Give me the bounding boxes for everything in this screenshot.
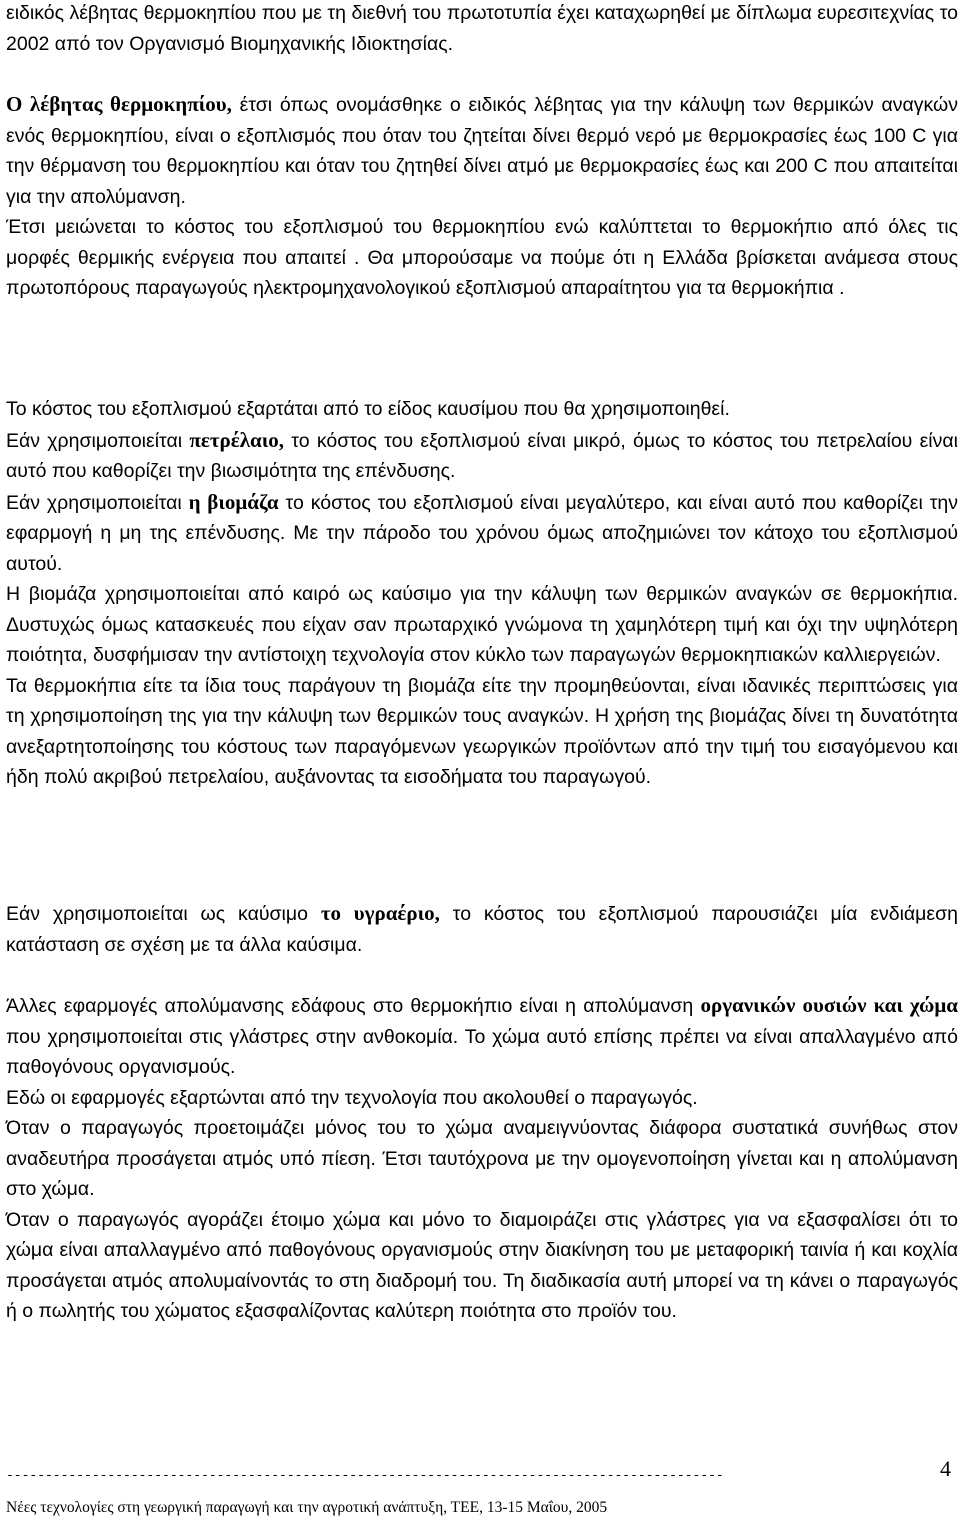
paragraph: Η βιομάζα χρησιμοποιείται από καιρό ως καύσιμο για την κάλυψη των θερμικών αναγκών σε θερμοκήπια. Δυστυχώς όμως κατασκευές που είχαν σαν πρωταρχικό γνώμονα τη χαμηλότερη τιμή και όχι την υψηλότερη ποιότητα, δυσφήμισαν την αντίστοιχη τεχνολογία στον κύκλο των παραγωγών θερμοκηπιακών καλλιεργειών. [6, 583, 958, 666]
paragraph-text: το κόστος του εξοπλισμού είναι μεγαλύτερο, και είναι αυτό που καθορίζει την εφαρμογή η μη της επένδυσης. Με την πάροδο του χρόνου όμως αποζημιώνει τον κάτοχο του εξοπλισμού αυτού. [6, 491, 959, 575]
paragraph-block-soil [6, 990, 958, 1327]
paragraph-text: το κόστος του εξοπλισμού είναι μικρό, όμως το κόστος του πετρελαίου είναι αυτό που καθορίζει την βιωσιμότητα της επένδυσης. [6, 429, 958, 482]
paragraph: Έτσι μειώνεται το κόστος του εξοπλισμού του θερμοκηπίου ενώ καλύπτεται το θερμοκήπιο από όλες τις μορφές θερμικής ενέργεια που απαιτεί . Θα μπορούσαμε να πούμε ότι η Ελλάδα βρίσκεται ανάμεσα στους πρωτοπόρους παραγωγούς ηλεκτρομηχανολογικού εξοπλισμού απαραίτητου για τα θερμοκήπια . [6, 216, 958, 299]
paragraph-text: Εάν χρησιμοποιείται [6, 491, 189, 514]
footer-note: Νέες τεχνολογίες στη γεωργική παραγωγή και την αγροτική ανάπτυξη, ΤΕΕ, 13-15 Μαΐου, 2005 [6, 1499, 608, 1516]
paragraph-text: που χρησιμοποιείται στις γλάστρες στην ανθοκομία. Το χώμα αυτό επίσης πρέπει να είναι απαλλαγμένο από παθογόνους οργανισμούς. [6, 1025, 958, 1078]
bold-term: οργανικών ουσιών και χώμα [700, 993, 958, 1017]
paragraph-block-intro [6, 0, 958, 59]
bold-term: Ο λέβητας θερμοκηπίου, [6, 92, 232, 116]
paragraph [6, 487, 958, 580]
paragraph [6, 89, 958, 212]
paragraph-text: το κόστος του εξοπλισμού παρουσιάζει μία ενδιάμεση κατάσταση σε σχέση με τα άλλα καύσιμα. [6, 903, 958, 956]
bold-term: το υγραέριο, [320, 901, 440, 925]
bold-term: πετρέλαιο, [189, 427, 285, 452]
paragraph: Εδώ οι εφαρμογές εξαρτώνται από την τεχνολογία που ακολουθεί ο παραγωγός. [6, 1086, 698, 1109]
paragraph-text: έτσι όπως ονομάσθηκε ο ειδικός λέβητας για την κάλυψη των θερμικών αναγκών ενός θερμοκηπίου, είναι ο εξοπλισμός που όταν του ζητείται δίνει θερμό νερό με θερμοκρασίες έως 100 C για την θέρμανση του θερμοκηπίου και όταν του ζητηθεί δίνει ατμό με θερμοκρασίες έως και 200 C που απαιτείται για την απολύμανση. [6, 94, 959, 208]
paragraph-block-boiler [6, 89, 958, 304]
paragraph-text: Άλλες εφαρμογές απολύμανσης εδάφους στο θερμοκήπιο είναι η απολύμανση [6, 995, 701, 1017]
paragraph: Τα θερμοκήπια είτε τα ίδια τους παράγουν τη βιομάζα είτε την προμηθεύονται, είναι ιδανικές περιπτώσεις για τη χρησιμοποίηση της για την κάλυψη των θερμικών τους αναγκών. Η χρήση της βιομάζας δίνει τη δυνατότητα ανεξαρτητοποίησης του κόστους των παραγόμενων γεωργικών προϊόντων από την τιμή του εισαγόμενου και ήδη πολύ ακριβού πετρελαίου, αυξάνοντας τα εισοδήματα του παραγωγού. [6, 674, 958, 788]
paragraph [6, 990, 958, 1083]
footer-divider: -------------------------------------------------------------------------------------------- [6, 1468, 724, 1483]
paragraph-text: Εάν χρησιμοποιείται ως καύσιμο [6, 903, 321, 925]
paragraph: Όταν ο παραγωγός προετοιμάζει μόνος του το χώμα αναμειγνύοντας διάφορα συστατικά συνήθως στον αναδευτήρα προσάγεται ατμός υπό πίεση. Έτσι ταυτόχρονα με την ομογενοποίηση γίνεται και η απολύμανση στο χώμα. [6, 1117, 958, 1200]
paragraph: ειδικός λέβητας θερμοκηπίου που με τη διεθνή του πρωτοτυπία έχει καταχωρηθεί με δίπλωμα ευρεσιτεχνίας το 2002 από τον Οργανισμό Βιομηχανικής Ιδιοκτησίας. [6, 2, 958, 55]
page-number: 4 [940, 1456, 951, 1481]
paragraph [6, 425, 958, 487]
paragraph-text: Εάν χρησιμοποιείται [6, 429, 190, 452]
paragraph [6, 898, 958, 960]
paragraph-block-fuel-cost [6, 394, 958, 793]
paragraph: Όταν ο παραγωγός αγοράζει έτοιμο χώμα και μόνο το διαμοιράζει στις γλάστρες για να εξασφαλίσει ότι το χώμα είναι απαλλαγμένο από παθογόνους οργανισμούς στην διακίνηση του με μεταφορική ταινία ή και κοχλία προσάγεται ατμός απολυμαίνοντάς το στη διαδρομή του. Τη διαδικασία αυτή μπορεί να τη κάνει ο παραγωγός ή ο πωλητής του χώματος εξασφαλίζοντας καλύτερη ποιότητα στο προϊόν του. [6, 1208, 958, 1322]
paragraph: Το κόστος του εξοπλισμού εξαρτάται από το είδος καυσίμου που θα χρησιμοποιηθεί. [6, 398, 730, 420]
paragraph-block-lpg [6, 898, 958, 960]
bold-term: η βιομάζα [188, 489, 279, 514]
